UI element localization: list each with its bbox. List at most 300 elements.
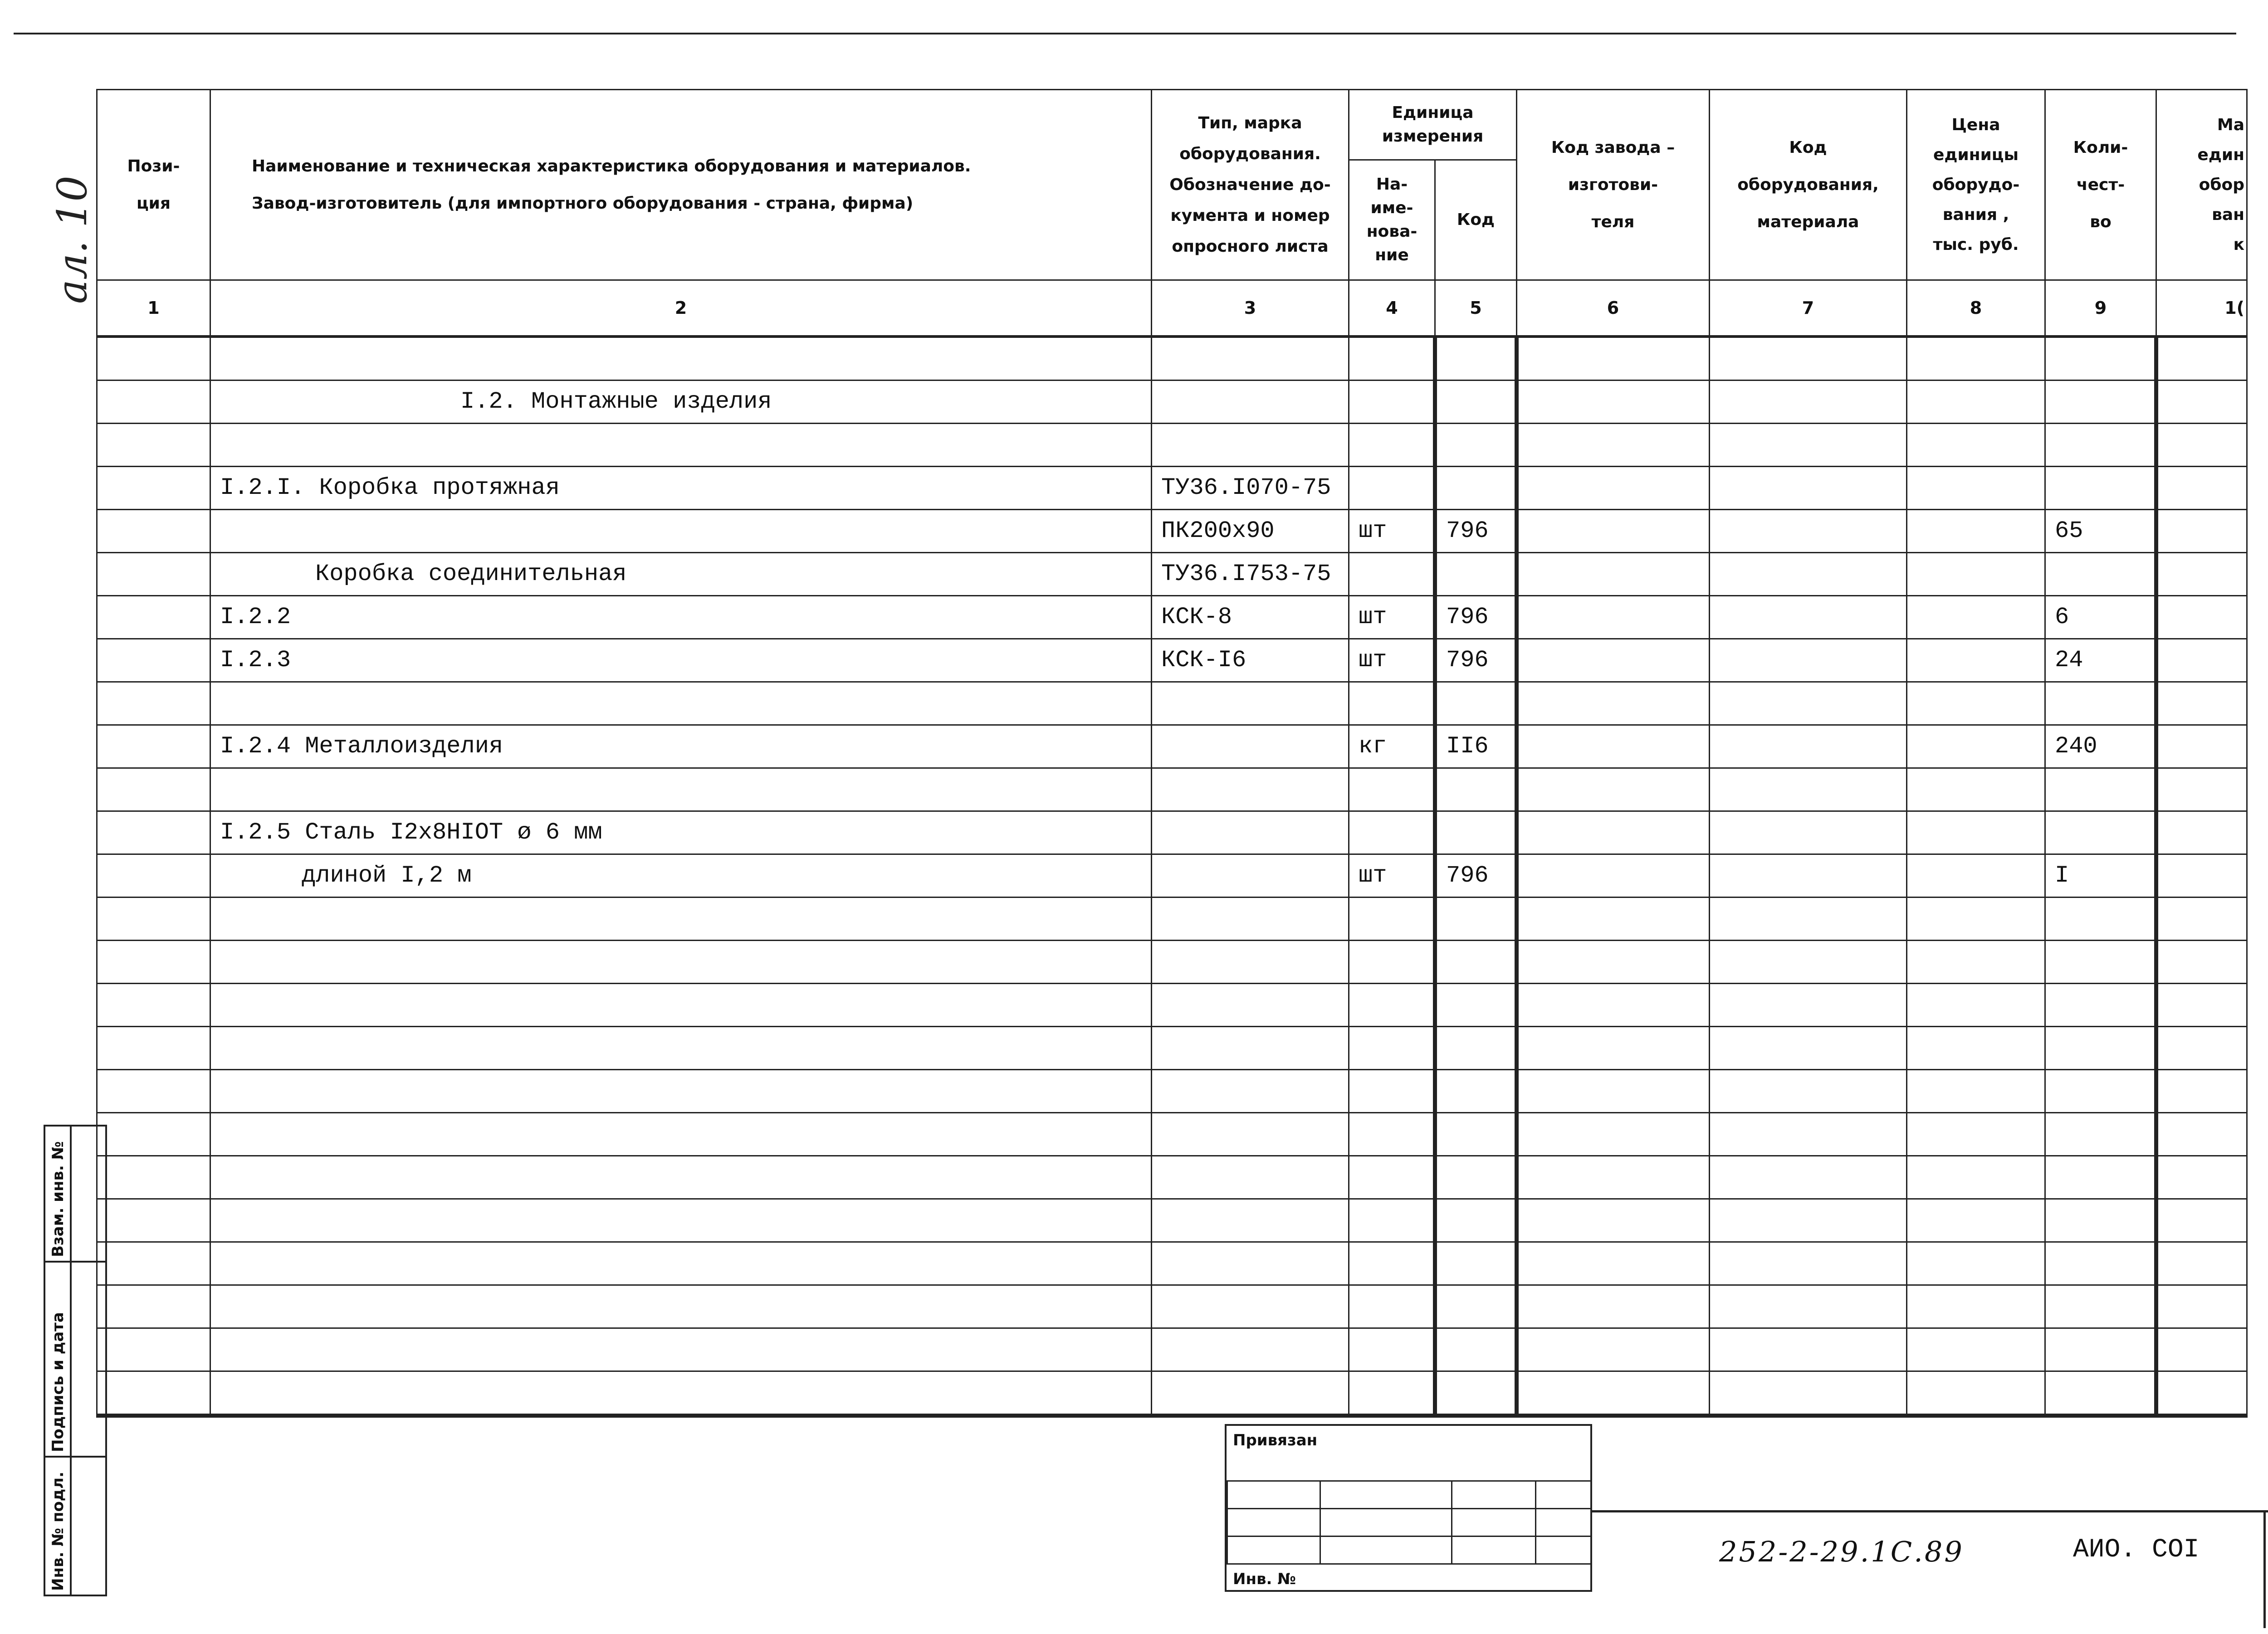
header-name: Наименование и техническая характеристика оборудования и материалов. Завод-изготовитель (для импортного оборудования - страна, фирма) (210, 90, 1152, 280)
cell-position (97, 467, 210, 510)
cell-position (97, 941, 210, 984)
cell-unit (1349, 1070, 1435, 1113)
cell-unit (1349, 1113, 1435, 1156)
cell-mass (2156, 768, 2247, 811)
column-number: 9 (2045, 280, 2156, 337)
cell-position (97, 639, 210, 682)
cell-plant-code (1517, 1371, 1710, 1416)
cell-unit-code: II6 (1435, 725, 1517, 768)
cell-quantity (2045, 467, 2156, 510)
cell-type (1152, 337, 1349, 380)
cell-name (210, 682, 1152, 725)
cell-unit (1349, 1242, 1435, 1285)
stamp-label: Взам. инв. № (49, 1141, 67, 1257)
cell-type (1152, 1199, 1349, 1242)
table-row (97, 1199, 2247, 1242)
cell-type (1152, 1113, 1349, 1156)
table-row (97, 725, 2247, 768)
table-row (97, 337, 2247, 380)
cell-type (1152, 682, 1349, 725)
cell-plant-code (1517, 337, 1710, 380)
cell-equip-code (1710, 984, 1907, 1027)
cell-unit (1349, 1371, 1435, 1416)
cell-unit (1349, 337, 1435, 380)
cell-quantity (2045, 897, 2156, 941)
cell-price (1907, 811, 2045, 854)
cell-position (97, 510, 210, 553)
cell-name (210, 510, 1152, 553)
cell-equip-code (1710, 1242, 1907, 1285)
cell-type (1152, 1371, 1349, 1416)
cell-mass (2156, 639, 2247, 682)
cell-equip-code (1710, 380, 1907, 424)
cell-mass (2156, 337, 2247, 380)
cell-price (1907, 1242, 2045, 1285)
cell-name: Коробка соединительная (210, 553, 1152, 596)
cell-unit: шт (1349, 639, 1435, 682)
header-price: Цена единицы оборудо- вания , тыс. руб. (1907, 90, 2045, 280)
cell-unit-code (1435, 768, 1517, 811)
cell-unit-code: 796 (1435, 510, 1517, 553)
cell-unit-code (1435, 380, 1517, 424)
cell-unit (1349, 1156, 1435, 1199)
cell-mass (2156, 424, 2247, 467)
cell-plant-code (1517, 380, 1710, 424)
cell-name (210, 941, 1152, 984)
cell-plant-code (1517, 596, 1710, 639)
cell-name (210, 337, 1152, 380)
cell-unit: шт (1349, 596, 1435, 639)
cell-unit (1349, 553, 1435, 596)
cell-position (97, 553, 210, 596)
cell-plant-code (1517, 510, 1710, 553)
table-row (97, 1328, 2247, 1371)
table-row (97, 854, 2247, 897)
cell-quantity (2045, 380, 2156, 424)
cell-position (97, 984, 210, 1027)
cell-mass (2156, 1156, 2247, 1199)
cell-name: I.2.I. Коробка протяжная (210, 467, 1152, 510)
cell-mass (2156, 1199, 2247, 1242)
cell-unit (1349, 941, 1435, 984)
cell-plant-code (1517, 941, 1710, 984)
cell-price (1907, 725, 2045, 768)
cell-unit-code (1435, 941, 1517, 984)
cell-plant-code (1517, 1027, 1710, 1070)
cell-equip-code (1710, 1371, 1907, 1416)
side-approval-stamp (44, 1125, 107, 1596)
cell-mass (2156, 1371, 2247, 1416)
cell-plant-code (1517, 424, 1710, 467)
cell-unit-code (1435, 467, 1517, 510)
cell-price (1907, 467, 2045, 510)
cell-plant-code (1517, 467, 1710, 510)
cell-mass (2156, 596, 2247, 639)
cell-name (210, 1371, 1152, 1416)
inventory-label: Инв. № (1233, 1570, 1296, 1588)
cell-quantity: 24 (2045, 639, 2156, 682)
cell-equip-code (1710, 854, 1907, 897)
cell-equip-code (1710, 941, 1907, 984)
cell-name (210, 1285, 1152, 1328)
cell-name: I.2.3 (210, 639, 1152, 682)
cell-mass (2156, 1285, 2247, 1328)
stamp-original-inv (45, 1458, 105, 1595)
cell-unit (1349, 768, 1435, 811)
cell-unit (1349, 897, 1435, 941)
table-row (97, 1371, 2247, 1416)
cell-mass (2156, 380, 2247, 424)
cell-unit (1349, 1199, 1435, 1242)
cell-type (1152, 1027, 1349, 1070)
cell-unit: шт (1349, 510, 1435, 553)
cell-plant-code (1517, 725, 1710, 768)
cell-price (1907, 337, 2045, 380)
cell-mass (2156, 467, 2247, 510)
cell-price (1907, 596, 2045, 639)
cell-name: длиной I,2 м (210, 854, 1152, 897)
cell-unit (1349, 467, 1435, 510)
cell-mass (2156, 510, 2247, 553)
cell-quantity: 65 (2045, 510, 2156, 553)
cell-plant-code (1517, 639, 1710, 682)
cell-mass (2156, 553, 2247, 596)
header-unit-group: Единица измерения (1349, 90, 1517, 160)
column-number: 1 (97, 280, 210, 337)
cell-unit (1349, 682, 1435, 725)
cell-name (210, 1199, 1152, 1242)
column-number: 3 (1152, 280, 1349, 337)
cell-equip-code (1710, 768, 1907, 811)
cell-unit-code (1435, 984, 1517, 1027)
cell-name (210, 1328, 1152, 1371)
cell-position (97, 596, 210, 639)
cell-unit: шт (1349, 854, 1435, 897)
table-row (97, 1027, 2247, 1070)
cell-unit-code (1435, 1113, 1517, 1156)
cell-unit (1349, 1328, 1435, 1371)
table-row (97, 467, 2247, 510)
header-mass: Ма един обор ван к (2156, 90, 2247, 280)
cell-unit-code (1435, 811, 1517, 854)
cell-equip-code (1710, 1156, 1907, 1199)
cell-name (210, 768, 1152, 811)
cell-equip-code (1710, 1027, 1907, 1070)
cell-type (1152, 380, 1349, 424)
cell-quantity (2045, 811, 2156, 854)
cell-equip-code (1710, 811, 1907, 854)
cell-plant-code (1517, 854, 1710, 897)
cell-unit-code (1435, 1027, 1517, 1070)
cell-type: ПК200х90 (1152, 510, 1349, 553)
cell-price (1907, 941, 2045, 984)
cell-mass (2156, 897, 2247, 941)
cell-type (1152, 1070, 1349, 1113)
column-number: 5 (1435, 280, 1517, 337)
cell-type (1152, 1156, 1349, 1199)
cell-equip-code (1710, 725, 1907, 768)
column-number: 2 (210, 280, 1152, 337)
cell-price (1907, 768, 2045, 811)
stamp-signature-date (45, 1263, 105, 1458)
cell-unit-code (1435, 1328, 1517, 1371)
cell-type (1152, 424, 1349, 467)
cell-quantity (2045, 1113, 2156, 1156)
cell-quantity (2045, 1027, 2156, 1070)
cell-unit (1349, 424, 1435, 467)
cell-unit-code (1435, 1371, 1517, 1416)
column-number: 7 (1710, 280, 1907, 337)
cell-equip-code (1710, 1328, 1907, 1371)
cell-type: ТУ36.I070-75 (1152, 467, 1349, 510)
cell-unit (1349, 1285, 1435, 1328)
table-row (97, 510, 2247, 553)
cell-equip-code (1710, 337, 1907, 380)
cell-type (1152, 941, 1349, 984)
cell-price (1907, 1113, 2045, 1156)
table-row (97, 1156, 2247, 1199)
header-position: Пози- ция (97, 90, 210, 280)
cell-price (1907, 984, 2045, 1027)
cell-quantity (2045, 553, 2156, 596)
cell-plant-code (1517, 768, 1710, 811)
cell-price (1907, 1027, 2045, 1070)
cell-price (1907, 510, 2045, 553)
header-type: Тип, марка оборудования. Обозначение до- кумента и номер опросного листа (1152, 90, 1349, 280)
cell-name (210, 984, 1152, 1027)
cell-unit-code (1435, 553, 1517, 596)
cell-unit-code (1435, 1156, 1517, 1199)
cell-name (210, 424, 1152, 467)
cell-quantity: 240 (2045, 725, 2156, 768)
cell-quantity (2045, 1242, 2156, 1285)
cell-equip-code (1710, 596, 1907, 639)
table-row (97, 380, 2247, 424)
table-row (97, 682, 2247, 725)
cell-name (210, 1070, 1152, 1113)
cell-plant-code (1517, 1199, 1710, 1242)
table-row (97, 553, 2247, 596)
cell-type (1152, 1285, 1349, 1328)
binding-title: Привязан (1233, 1431, 1318, 1449)
cell-name: I.2.5 Сталь I2х8НIОТ ø 6 мм (210, 811, 1152, 854)
cell-quantity: 6 (2045, 596, 2156, 639)
cell-position (97, 725, 210, 768)
cell-quantity (2045, 1156, 2156, 1199)
cell-unit (1349, 1027, 1435, 1070)
cell-price (1907, 1199, 2045, 1242)
cell-quantity (2045, 1199, 2156, 1242)
cell-equip-code (1710, 639, 1907, 682)
cell-plant-code (1517, 984, 1710, 1027)
cell-equip-code (1710, 510, 1907, 553)
cell-price (1907, 1156, 2045, 1199)
cell-mass (2156, 1027, 2247, 1070)
cell-position (97, 380, 210, 424)
cell-unit-code (1435, 337, 1517, 380)
title-block-edge (2263, 1510, 2266, 1628)
cell-equip-code (1710, 467, 1907, 510)
cell-quantity (2045, 941, 2156, 984)
cell-price (1907, 1285, 2045, 1328)
cell-unit: кг (1349, 725, 1435, 768)
cell-mass (2156, 725, 2247, 768)
cell-position (97, 854, 210, 897)
cell-position (97, 1199, 210, 1242)
cell-position (97, 1070, 210, 1113)
cell-unit (1349, 811, 1435, 854)
cell-unit-code (1435, 1285, 1517, 1328)
cell-type (1152, 1242, 1349, 1285)
cell-plant-code (1517, 1242, 1710, 1285)
cell-mass (2156, 1242, 2247, 1285)
cell-quantity (2045, 682, 2156, 725)
cell-unit (1349, 984, 1435, 1027)
table-row (97, 596, 2247, 639)
cell-plant-code (1517, 1070, 1710, 1113)
cell-type (1152, 1328, 1349, 1371)
cell-price (1907, 639, 2045, 682)
cell-equip-code (1710, 1285, 1907, 1328)
cell-position (97, 811, 210, 854)
binding-grid (1227, 1480, 1592, 1565)
stamp-replace-inv (45, 1127, 105, 1263)
cell-quantity (2045, 1070, 2156, 1113)
cell-equip-code (1710, 1113, 1907, 1156)
cell-price (1907, 682, 2045, 725)
cell-mass (2156, 984, 2247, 1027)
table-row (97, 1242, 2247, 1285)
cell-price (1907, 1328, 2045, 1371)
table-row (97, 1285, 2247, 1328)
cell-position (97, 1371, 210, 1416)
cell-position (97, 1285, 210, 1328)
cell-unit-code: 796 (1435, 596, 1517, 639)
cell-mass (2156, 1328, 2247, 1371)
cell-quantity (2045, 1328, 2156, 1371)
cell-quantity (2045, 984, 2156, 1027)
table-row (97, 984, 2247, 1027)
cell-mass (2156, 854, 2247, 897)
cell-equip-code (1710, 682, 1907, 725)
cell-type: КСК-I6 (1152, 639, 1349, 682)
sheet-number-label: ал. 10 (49, 176, 96, 304)
cell-name (210, 1113, 1152, 1156)
cell-plant-code (1517, 897, 1710, 941)
cell-position (97, 897, 210, 941)
cell-price (1907, 380, 2045, 424)
cell-equip-code (1710, 1199, 1907, 1242)
cell-name: I.2. Монтажные изделия (210, 380, 1152, 424)
column-number: 6 (1517, 280, 1710, 337)
cell-price (1907, 854, 2045, 897)
cell-unit-code: 796 (1435, 854, 1517, 897)
cell-position (97, 1113, 210, 1156)
cell-quantity: I (2045, 854, 2156, 897)
cell-name: I.2.4 Металлоизделия (210, 725, 1152, 768)
cell-name (210, 897, 1152, 941)
header-plant-code: Код завода – изготови- теля (1517, 90, 1710, 280)
cell-unit-code (1435, 1199, 1517, 1242)
column-number: 1( (2156, 280, 2247, 337)
cell-mass (2156, 682, 2247, 725)
document-code: 252-2-29.1С.89 (1719, 1535, 1964, 1568)
cell-price (1907, 1371, 2045, 1416)
stamp-label: Подпись и дата (49, 1312, 67, 1452)
cell-unit-code (1435, 424, 1517, 467)
cell-equip-code (1710, 553, 1907, 596)
cell-unit-code: 796 (1435, 639, 1517, 682)
cell-unit-code (1435, 1242, 1517, 1285)
cell-type: ТУ36.I753-75 (1152, 553, 1349, 596)
cell-unit (1349, 380, 1435, 424)
cell-quantity (2045, 424, 2156, 467)
cell-type: КСК-8 (1152, 596, 1349, 639)
table-row (97, 897, 2247, 941)
sheet-code: АИО. СОI (2073, 1535, 2200, 1565)
cell-position (97, 1027, 210, 1070)
cell-equip-code (1710, 1070, 1907, 1113)
cell-type (1152, 897, 1349, 941)
column-number: 4 (1349, 280, 1435, 337)
table-row (97, 639, 2247, 682)
cell-quantity (2045, 337, 2156, 380)
cell-quantity (2045, 1371, 2156, 1416)
cell-position (97, 1242, 210, 1285)
cell-unit-code (1435, 682, 1517, 725)
cell-mass (2156, 811, 2247, 854)
cell-plant-code (1517, 1328, 1710, 1371)
cell-mass (2156, 941, 2247, 984)
cell-price (1907, 553, 2045, 596)
binding-stamp (1225, 1424, 1592, 1592)
column-number: 8 (1907, 280, 2045, 337)
cell-plant-code (1517, 1285, 1710, 1328)
cell-price (1907, 1070, 2045, 1113)
cell-name (210, 1242, 1152, 1285)
table-row (97, 424, 2247, 467)
top-rule (14, 33, 2236, 34)
title-block-rule (1592, 1510, 2268, 1512)
cell-plant-code (1517, 811, 1710, 854)
table-row (97, 1070, 2247, 1113)
cell-type (1152, 854, 1349, 897)
cell-price (1907, 897, 2045, 941)
cell-plant-code (1517, 1156, 1710, 1199)
specification-table (96, 89, 2248, 1418)
cell-name (210, 1156, 1152, 1199)
cell-position (97, 337, 210, 380)
header-quantity: Коли- чест- во (2045, 90, 2156, 280)
cell-quantity (2045, 768, 2156, 811)
cell-type (1152, 768, 1349, 811)
cell-type (1152, 811, 1349, 854)
stamp-label: Инв. № подл. (49, 1471, 67, 1591)
cell-plant-code (1517, 553, 1710, 596)
cell-mass (2156, 1070, 2247, 1113)
cell-position (97, 682, 210, 725)
cell-unit-code (1435, 897, 1517, 941)
table-row (97, 811, 2247, 854)
cell-position (97, 424, 210, 467)
cell-equip-code (1710, 897, 1907, 941)
cell-plant-code (1517, 682, 1710, 725)
cell-quantity (2045, 1285, 2156, 1328)
cell-name: I.2.2 (210, 596, 1152, 639)
cell-price (1907, 424, 2045, 467)
cell-name (210, 1027, 1152, 1070)
cell-mass (2156, 1113, 2247, 1156)
